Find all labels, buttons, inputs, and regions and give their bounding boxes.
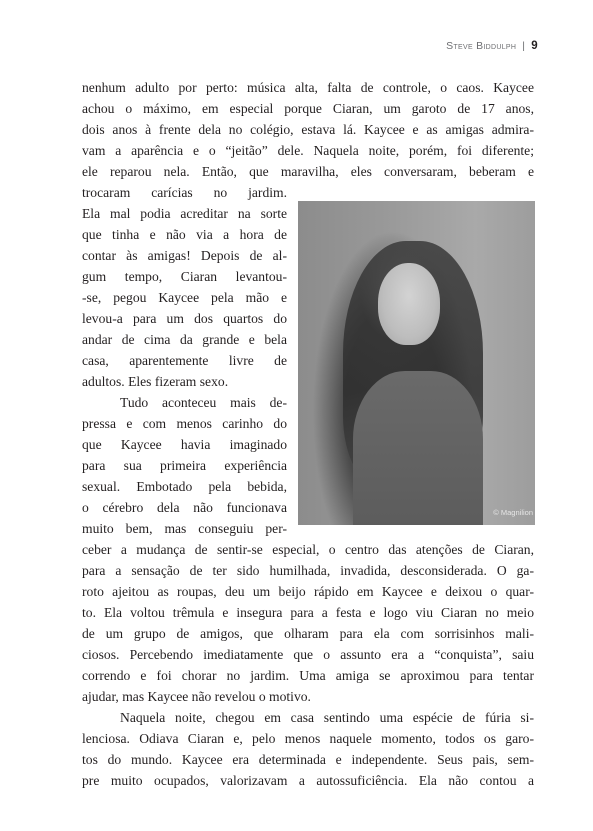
text-line: adultos. Eles fizeram sexo.: [82, 374, 229, 389]
header-separator: |: [522, 40, 526, 52]
text-line: gum tempo, Ciaran levantou-: [82, 269, 287, 284]
text-line: pre muito ocupados, valorizavam a autossuficiência. Ela não contou a: [82, 773, 534, 788]
text-line: tos do mundo. Kaycee era determinada e independente. Seus pais, sem-: [82, 752, 534, 767]
text-line: Tudo aconteceu mais de-: [120, 395, 287, 410]
photo-face: [378, 263, 440, 345]
text-line: nenhum adulto por perto: música alta, falta de controle, o caos. Kaycee: [82, 80, 534, 95]
text-line: pressa e com menos carinho do: [82, 416, 287, 431]
text-line: que Kaycee havia imaginado: [82, 437, 287, 452]
photo-body: [353, 371, 483, 525]
text-line: sexual. Embotado pela bebida,: [82, 479, 287, 494]
text-line: dois anos à frente dela no colégio, estava lá. Kaycee e as amigas admira-: [82, 122, 534, 137]
text-line: roto ajeitou as roupas, deu um beijo rápido em Kaycee e deixou o quar-: [82, 584, 534, 599]
text-line: Ela mal podia acreditar na sorte: [82, 206, 287, 221]
running-header: [446, 40, 538, 52]
text-line: para a sensação de ter sido humilhada, invadida, desconsiderada. O ga-: [82, 563, 534, 578]
text-line: ele reparou nela. Então, que maravilha, eles conversaram, beberam e: [82, 164, 534, 179]
photo-girl-portrait: [298, 201, 535, 525]
text-line: levou-a para um dos quartos do: [82, 311, 287, 326]
text-line: achou o máximo, em especial porque Ciaran, um garoto de 17 anos,: [82, 101, 534, 116]
text-line: contar às amigas! Depois de al-: [82, 248, 287, 263]
author-name: Steve Biddulph: [446, 40, 517, 52]
page-number: 9: [531, 40, 538, 52]
text-line: lenciosa. Odiava Ciaran e, pelo menos naquele momento, todos os garo-: [82, 731, 534, 746]
text-line: muito bem, mas conseguiu per-: [82, 521, 287, 536]
photo-credit: © Magnilion: [493, 508, 533, 517]
text-line: que tinha e não via a hora de: [82, 227, 287, 242]
text-line: o cérebro dela não funcionava: [82, 500, 287, 515]
text-line: casa, aparentemente livre de: [82, 353, 287, 368]
text-line: vam a aparência e o “jeitão” dele. Naquela noite, porém, foi diferente;: [82, 143, 534, 158]
text-line: ajudar, mas Kaycee não revelou o motivo.: [82, 689, 311, 704]
text-line: ceber a mudança de sentir-se especial, o centro das atenções de Ciaran,: [82, 542, 534, 557]
text-line: to. Ela voltou trêmula e insegura para a festa e logo viu Ciaran no meio: [82, 605, 534, 620]
text-line: -se, pegou Kaycee pela mão e: [82, 290, 287, 305]
text-line: para sua primeira experiência: [82, 458, 287, 473]
text-line: correndo e foi chorar no jardim. Uma amiga se aproximou para tentar: [82, 668, 534, 683]
text-line: trocaram carícias no jardim.: [82, 185, 287, 200]
text-line: de um grupo de amigos, que olharam para ela com sorrisinhos mali-: [82, 626, 534, 641]
text-line: ciosos. Percebendo imediatamente que o assunto era a “conquista”, saiu: [82, 647, 534, 662]
text-line: Naquela noite, chegou em casa sentindo uma espécie de fúria si-: [120, 710, 534, 725]
text-line: andar de cima da grande e bela: [82, 332, 287, 347]
